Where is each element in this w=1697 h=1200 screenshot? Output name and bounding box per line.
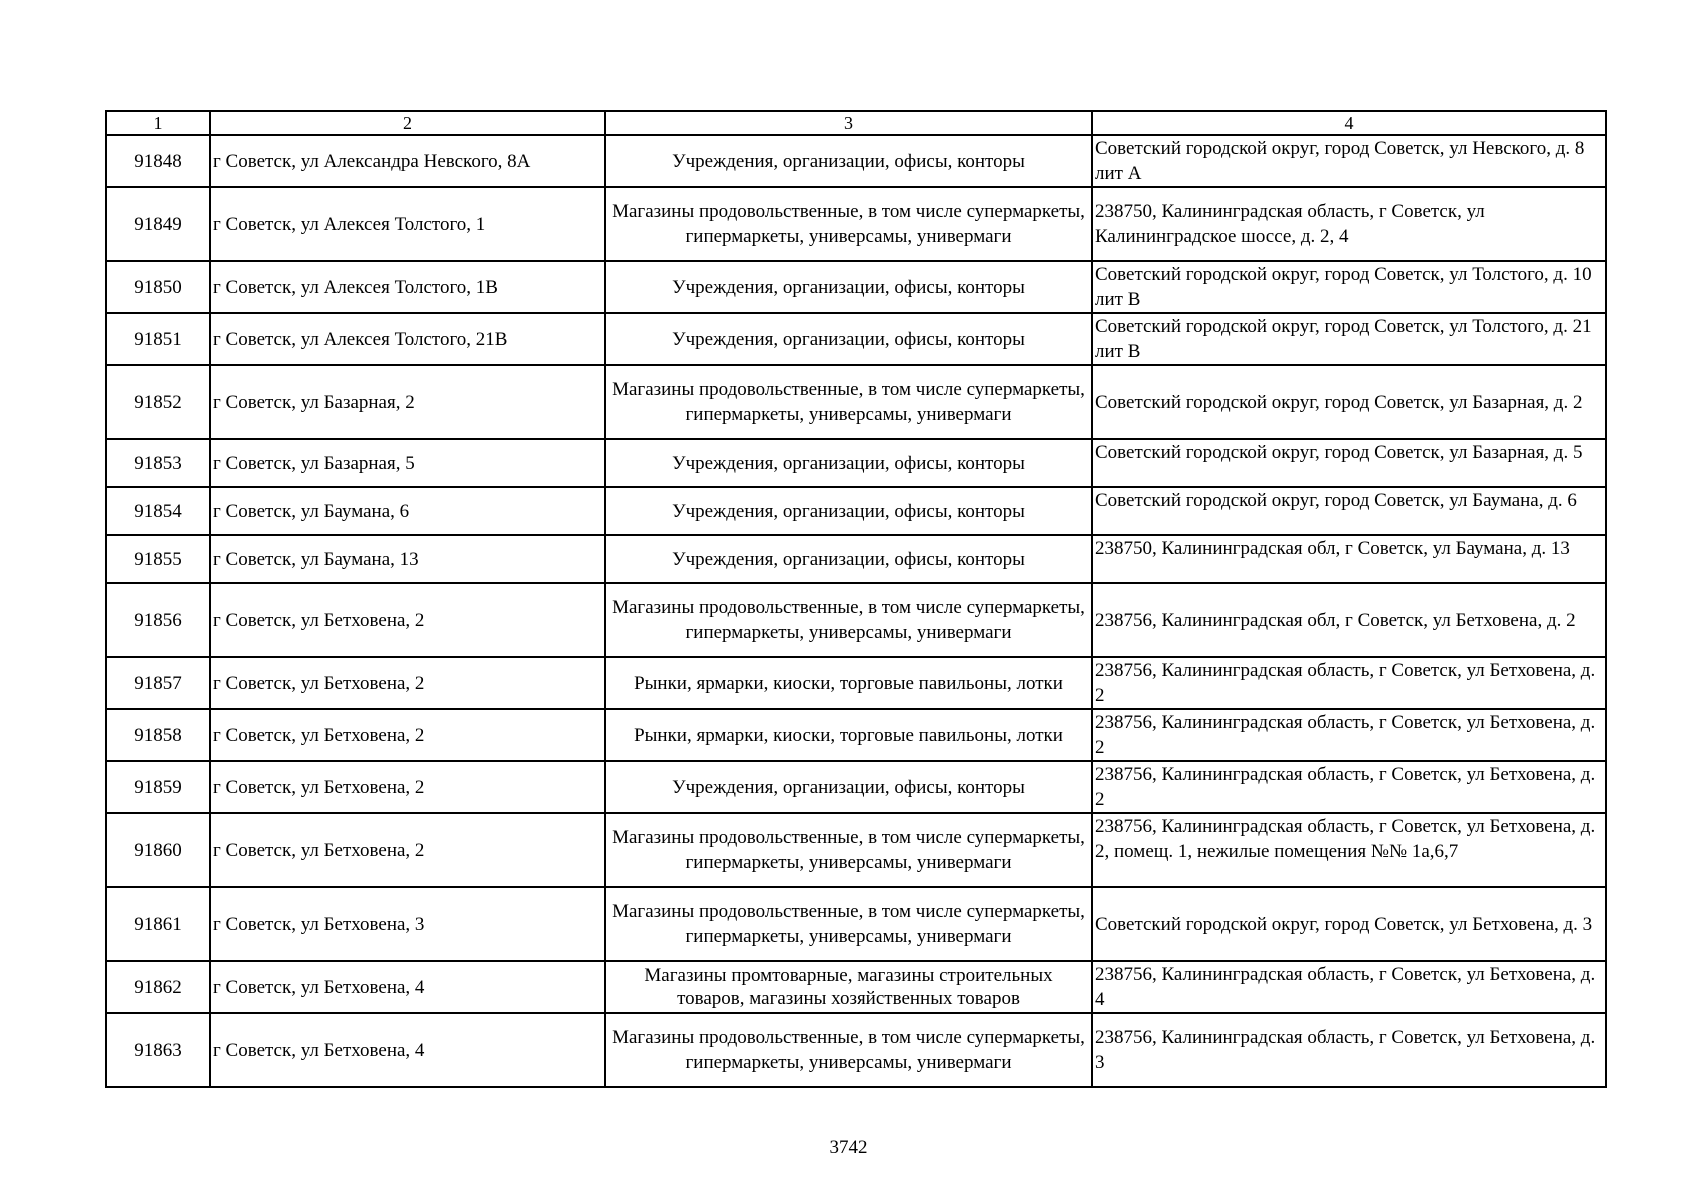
row-id: 91848 <box>106 135 210 187</box>
page-number: 3742 <box>829 1137 868 1158</box>
table-row <box>106 761 1606 813</box>
row-id: 91859 <box>106 761 210 813</box>
row-id: 91853 <box>106 439 210 487</box>
row-address: г Советск, ул Баумана, 6 <box>210 487 605 535</box>
row-category: Учреждения, организации, офисы, конторы <box>605 135 1092 187</box>
row-category: Учреждения, организации, офисы, конторы <box>605 487 1092 535</box>
row-id: 91855 <box>106 535 210 583</box>
row-category: Магазины продовольственные, в том числе супермаркеты, гипермаркеты, универсамы, универмаги <box>605 887 1092 961</box>
row-category: Магазины продовольственные, в том числе супермаркеты, гипермаркеты, универсамы, универмаги <box>605 1013 1092 1087</box>
table-row <box>106 187 1606 261</box>
row-address: г Советск, ул Бетховена, 2 <box>210 813 605 887</box>
table-row <box>106 657 1606 709</box>
row-category: Магазины продовольственные, в том числе супермаркеты, гипермаркеты, универсамы, универмаги <box>605 813 1092 887</box>
header-row <box>106 111 1606 135</box>
column-header-3: 3 <box>605 111 1092 135</box>
row-address: г Советск, ул Бетховена, 2 <box>210 761 605 813</box>
row-id: 91852 <box>106 365 210 439</box>
document-sheet <box>105 110 1605 1088</box>
column-header-2: 2 <box>210 111 605 135</box>
row-address: г Советск, ул Бетховена, 2 <box>210 657 605 709</box>
row-address: г Советск, ул Бетховена, 3 <box>210 887 605 961</box>
table-row <box>106 583 1606 657</box>
row-full-address: 238756, Калининградская область, г Советск, ул Бетховена, д. 2, помещ. 1, нежилые помещения №№ 1а,6,7 <box>1092 813 1606 887</box>
row-full-address: 238756, Калининградская обл, г Советск, ул Бетховена, д. 2 <box>1092 583 1606 657</box>
column-header-1: 1 <box>106 111 210 135</box>
row-category: Магазины продовольственные, в том числе супермаркеты, гипермаркеты, универсамы, универмаги <box>605 583 1092 657</box>
row-full-address: 238756, Калининградская область, г Советск, ул Бетховена, д. 3 <box>1092 1013 1606 1087</box>
registry-table <box>105 110 1607 1088</box>
row-address: г Советск, ул Алексея Толстого, 1В <box>210 261 605 313</box>
row-address: г Советск, ул Базарная, 5 <box>210 439 605 487</box>
row-id: 91862 <box>106 961 210 1013</box>
row-id: 91849 <box>106 187 210 261</box>
row-category: Учреждения, организации, офисы, конторы <box>605 535 1092 583</box>
row-id: 91858 <box>106 709 210 761</box>
table-row <box>106 135 1606 187</box>
row-full-address: 238756, Калининградская область, г Советск, ул Бетховена, д. 2 <box>1092 657 1606 709</box>
column-header-4: 4 <box>1092 111 1606 135</box>
row-full-address: 238750, Калининградская область, г Советск, ул Калининградское шоссе, д. 2, 4 <box>1092 187 1606 261</box>
table-row <box>106 365 1606 439</box>
row-full-address: Советский городской округ, город Советск, ул Бетховена, д. 3 <box>1092 887 1606 961</box>
table-row <box>106 813 1606 887</box>
row-address: г Советск, ул Бетховена, 4 <box>210 961 605 1013</box>
row-full-address: Советский городской округ, город Советск, ул Невского, д. 8 лит А <box>1092 135 1606 187</box>
row-address: г Советск, ул Александра Невского, 8А <box>210 135 605 187</box>
row-address: г Советск, ул Базарная, 2 <box>210 365 605 439</box>
row-full-address: Советский городской округ, город Советск, ул Толстого, д. 10 лит В <box>1092 261 1606 313</box>
row-address: г Советск, ул Бетховена, 2 <box>210 583 605 657</box>
row-address: г Советск, ул Алексея Толстого, 21В <box>210 313 605 365</box>
table-row <box>106 261 1606 313</box>
row-category: Учреждения, организации, офисы, конторы <box>605 261 1092 313</box>
row-id: 91856 <box>106 583 210 657</box>
row-address: г Советск, ул Бетховена, 2 <box>210 709 605 761</box>
row-category: Учреждения, организации, офисы, конторы <box>605 439 1092 487</box>
table-row <box>106 313 1606 365</box>
row-id: 91860 <box>106 813 210 887</box>
row-full-address: 238756, Калининградская область, г Советск, ул Бетховена, д. 2 <box>1092 709 1606 761</box>
row-id: 91863 <box>106 1013 210 1087</box>
row-id: 91851 <box>106 313 210 365</box>
row-id: 91854 <box>106 487 210 535</box>
row-full-address: 238756, Калининградская область, г Советск, ул Бетховена, д. 2 <box>1092 761 1606 813</box>
row-category: Рынки, ярмарки, киоски, торговые павильоны, лотки <box>605 709 1092 761</box>
row-address: г Советск, ул Баумана, 13 <box>210 535 605 583</box>
table-row <box>106 535 1606 583</box>
row-category: Учреждения, организации, офисы, конторы <box>605 313 1092 365</box>
row-category: Магазины продовольственные, в том числе супермаркеты, гипермаркеты, универсамы, универмаги <box>605 187 1092 261</box>
row-address: г Советск, ул Алексея Толстого, 1 <box>210 187 605 261</box>
row-full-address: Советский городской округ, город Советск, ул Базарная, д. 2 <box>1092 365 1606 439</box>
row-category: Магазины продовольственные, в том числе супермаркеты, гипермаркеты, универсамы, универмаги <box>605 365 1092 439</box>
row-id: 91861 <box>106 887 210 961</box>
row-id: 91850 <box>106 261 210 313</box>
row-category: Рынки, ярмарки, киоски, торговые павильоны, лотки <box>605 657 1092 709</box>
row-full-address: Советский городской округ, город Советск, ул Баумана, д. 6 <box>1092 487 1606 535</box>
row-address: г Советск, ул Бетховена, 4 <box>210 1013 605 1087</box>
row-full-address: Советский городской округ, город Советск, ул Толстого, д. 21 лит В <box>1092 313 1606 365</box>
table-row <box>106 487 1606 535</box>
table-row <box>106 887 1606 961</box>
row-full-address: Советский городской округ, город Советск, ул Базарная, д. 5 <box>1092 439 1606 487</box>
table-row <box>106 961 1606 1013</box>
row-category: Магазины промтоварные, магазины строительных товаров, магазины хозяйственных товаров <box>605 961 1092 1013</box>
row-category: Учреждения, организации, офисы, конторы <box>605 761 1092 813</box>
table-row <box>106 439 1606 487</box>
table-row <box>106 1013 1606 1087</box>
row-full-address: 238756, Калининградская область, г Советск, ул Бетховена, д. 4 <box>1092 961 1606 1013</box>
row-id: 91857 <box>106 657 210 709</box>
table-row <box>106 709 1606 761</box>
row-full-address: 238750, Калининградская обл, г Советск, ул Баумана, д. 13 <box>1092 535 1606 583</box>
